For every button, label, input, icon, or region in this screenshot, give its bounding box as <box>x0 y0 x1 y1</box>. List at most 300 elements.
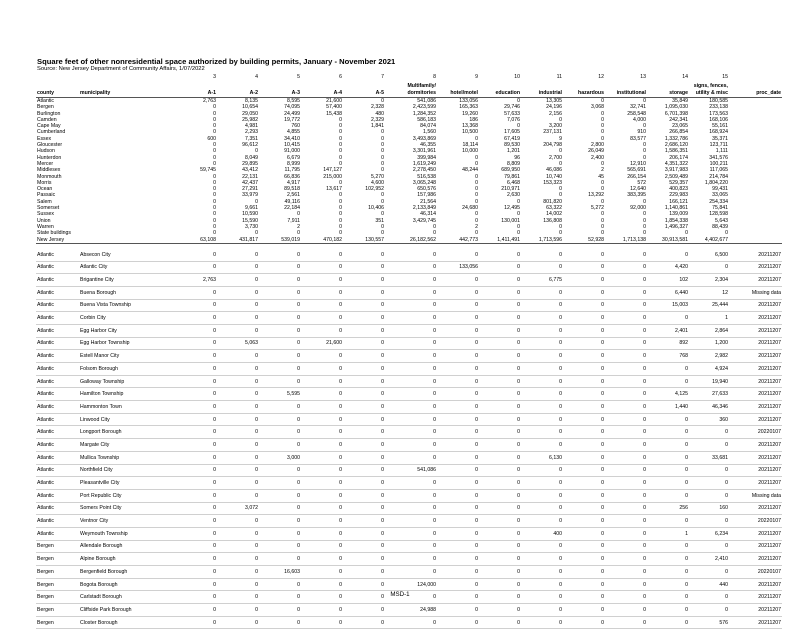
table-cell: 0 <box>475 179 478 186</box>
table-cell: 139,009 <box>669 211 688 218</box>
table-cell: 20211207 <box>729 477 782 490</box>
table-row <box>36 515 782 528</box>
table-cell: Bergen <box>36 604 79 617</box>
table-cell: 0 <box>343 375 385 388</box>
table-cell: 0 <box>259 261 301 274</box>
table-cell: Atlantic <box>37 98 55 104</box>
table-cell: 10 <box>514 74 520 80</box>
table-cell: 0 <box>521 426 563 439</box>
table-cell: 399,984 <box>417 154 436 161</box>
table-cell: 0 <box>339 205 342 212</box>
table-cell: Atlantic <box>36 426 79 439</box>
table-row <box>36 553 782 566</box>
table-cell: 0 <box>479 274 521 287</box>
table-cell: 2,700 <box>549 154 562 161</box>
table-cell: 0 <box>479 604 521 617</box>
table-cell: 1 <box>647 527 689 540</box>
table-cell: 20211207 <box>729 527 782 540</box>
table-cell: 0 <box>217 439 259 452</box>
table-row <box>36 578 782 591</box>
table-cell: 0 <box>213 230 216 237</box>
table-cell: 360 <box>689 413 729 426</box>
table-cell: 5,063 <box>217 337 259 350</box>
table-cell: 2,278,450 <box>412 167 436 174</box>
table-cell: 0 <box>437 249 479 261</box>
table-cell: 20211207 <box>729 350 782 363</box>
table-cell: 46,355 <box>420 142 436 149</box>
table-cell: 3,072 <box>217 502 259 515</box>
table-cell: Galloway Township <box>79 375 179 388</box>
table-row <box>36 274 782 287</box>
table-cell: 0 <box>521 363 563 376</box>
table-cell: 15,438 <box>326 110 342 117</box>
table-cell: 400 <box>521 527 563 540</box>
table-cell: 96 <box>514 154 520 161</box>
table-cell: 4,125 <box>647 388 689 401</box>
table-cell: 0 <box>601 160 604 167</box>
table-cell: 0 <box>301 363 343 376</box>
table-cell: institutional <box>605 89 647 98</box>
table-cell: 0 <box>605 350 647 363</box>
table-cell: 0 <box>217 566 259 579</box>
table-cell: 0 <box>339 211 342 218</box>
table-cell: 0 <box>343 451 385 464</box>
table-cell: Atlantic <box>36 489 79 502</box>
table-cell: 0 <box>521 553 563 566</box>
table-cell: 0 <box>563 286 605 299</box>
table-cell: 22,131 <box>242 173 258 180</box>
table-cell: 0 <box>689 261 729 274</box>
table-cell: 25,444 <box>689 299 729 312</box>
table-cell: 0 <box>343 502 385 515</box>
table-cell: 7,911 <box>287 217 300 224</box>
table-cell: 0 <box>179 375 217 388</box>
table-cell: 10,406 <box>368 205 384 212</box>
report-title: Square feet of other nonresidential space authorized by building permits, January - November 2021 <box>37 57 396 66</box>
table-cell: 1,332,786 <box>664 135 688 142</box>
table-cell: 0 <box>179 566 217 579</box>
table-cell: 0 <box>343 350 385 363</box>
table-cell: 1,713,596 <box>521 237 563 244</box>
table-cell: 0 <box>385 515 437 528</box>
table-cell: Hudson <box>37 148 55 155</box>
table-cell: 0 <box>521 489 563 502</box>
table-cell: 0 <box>385 477 437 490</box>
table-cell: 0 <box>343 363 385 376</box>
table-cell: 0 <box>385 261 437 274</box>
table-cell: 20211207 <box>729 578 782 591</box>
table-cell: 9 <box>475 74 478 80</box>
table-cell: 0 <box>559 148 562 155</box>
table-cell: 0 <box>339 154 342 161</box>
table-cell: 0 <box>479 515 521 528</box>
table-cell: 0 <box>479 566 521 579</box>
table-cell: 20211207 <box>729 249 782 261</box>
table-cell: 20211207 <box>729 604 782 617</box>
table-cell: 0 <box>381 198 384 205</box>
table-cell: 0 <box>605 515 647 528</box>
table-cell: 2 <box>297 223 300 230</box>
table-cell: 0 <box>563 489 605 502</box>
table-cell: 0 <box>385 286 437 299</box>
table-cell: 96,612 <box>242 142 258 149</box>
table-cell: Cumberland <box>37 129 66 136</box>
table-cell: Hunterdon <box>37 154 62 161</box>
table-cell: 0 <box>381 142 384 149</box>
table-cell: 0 <box>343 578 385 591</box>
table-cell: Monmouth <box>37 173 62 180</box>
table-cell: 10,740 <box>546 173 562 180</box>
table-row <box>36 363 782 376</box>
table-cell: hotel/motel <box>437 89 479 98</box>
table-cell: Bergen <box>36 591 79 604</box>
table-cell: utility & misc <box>689 89 729 98</box>
table-cell: 0 <box>647 604 689 617</box>
table-cell: 0 <box>217 426 259 439</box>
table-cell: 0 <box>259 337 301 350</box>
table-cell: 4,600 <box>371 179 384 186</box>
table-cell: 0 <box>343 286 385 299</box>
table-cell: 204,798 <box>543 142 562 149</box>
table-cell: Ventnor City <box>79 515 179 528</box>
table-cell: 0 <box>179 439 217 452</box>
table-cell: 0 <box>381 167 384 174</box>
table-cell: 0 <box>605 578 647 591</box>
table-cell: 0 <box>179 413 217 426</box>
table-cell: 0 <box>259 489 301 502</box>
table-cell: signs, fences, <box>693 83 728 89</box>
table-cell: 0 <box>381 129 384 136</box>
table-cell: 12 <box>598 74 604 80</box>
table-cell: 10,000 <box>462 148 478 155</box>
table-cell: 0 <box>479 578 521 591</box>
table-cell: 0 <box>343 274 385 287</box>
table-cell: 0 <box>647 451 689 464</box>
table-cell: 0 <box>479 616 521 629</box>
table-cell <box>259 81 301 89</box>
table-cell: 258,548 <box>627 110 646 117</box>
table-cell: Buena Borough <box>79 286 179 299</box>
table-cell: 22,184 <box>284 205 300 212</box>
table-cell: 1,804,220 <box>704 179 728 186</box>
table-cell: 123,711 <box>709 142 728 149</box>
table-cell: 0 <box>213 154 216 161</box>
table-cell: 0 <box>343 553 385 566</box>
table-cell: Atlantic <box>36 451 79 464</box>
table-cell: 0 <box>437 274 479 287</box>
table-cell: 67,419 <box>504 135 520 142</box>
table-cell: 0 <box>521 261 563 274</box>
table-cell: 0 <box>381 98 384 104</box>
table-cell: 0 <box>479 489 521 502</box>
table-cell: 1,841 <box>371 123 384 130</box>
table-cell: 0 <box>433 230 436 237</box>
table-cell: Atlantic <box>36 477 79 490</box>
table-cell: 0 <box>213 205 216 212</box>
table-cell: A-4 <box>301 89 343 98</box>
table-cell: 0 <box>479 363 521 376</box>
table-cell <box>343 81 385 89</box>
table-cell: 516,538 <box>417 173 436 180</box>
table-cell: 100,211 <box>709 160 728 167</box>
table-cell: 0 <box>343 616 385 629</box>
table-cell: 2,763 <box>203 98 216 104</box>
table-cell: 15 <box>722 74 728 80</box>
table-cell: 0 <box>255 148 258 155</box>
table-cell: 0 <box>689 515 729 528</box>
table-cell: 0 <box>521 337 563 350</box>
table-cell: 130,001 <box>501 217 520 224</box>
table-cell: 3,301,961 <box>412 148 436 155</box>
table-cell: 0 <box>521 540 563 553</box>
table-cell: 34,410 <box>284 135 300 142</box>
table-cell: 0 <box>605 426 647 439</box>
table-cell: Egg Harbor City <box>79 324 179 337</box>
table-cell: 0 <box>255 198 258 205</box>
table-cell: Cape May <box>37 123 61 130</box>
table-cell: 0 <box>301 401 343 414</box>
table-cell: 0 <box>521 566 563 579</box>
table-cell: Allendale Borough <box>79 540 179 553</box>
table-cell: 6,468 <box>507 179 520 186</box>
table-cell: 20211207 <box>729 324 782 337</box>
table-cell: 12,910 <box>630 160 646 167</box>
table-cell: 0 <box>385 527 437 540</box>
table-cell: 27,633 <box>689 388 729 401</box>
table-cell: 0 <box>259 439 301 452</box>
table-cell: 1,201 <box>507 148 520 155</box>
table-cell: 0 <box>259 312 301 325</box>
table-cell: 6,500 <box>689 249 729 261</box>
table-cell: 0 <box>563 515 605 528</box>
table-cell: 0 <box>479 413 521 426</box>
table-cell: 8,135 <box>245 98 258 104</box>
table-cell: 84,074 <box>420 123 436 130</box>
table-cell: 2,509,489 <box>664 173 688 180</box>
table-cell: 266,154 <box>627 173 646 180</box>
table-cell: 33,979 <box>242 192 258 199</box>
table-cell: 0 <box>563 540 605 553</box>
table-cell: 0 <box>217 324 259 337</box>
table-cell: 0 <box>563 451 605 464</box>
table-cell: 0 <box>521 324 563 337</box>
table-cell: Atlantic <box>36 299 79 312</box>
table-cell <box>729 81 782 89</box>
table-cell: 0 <box>433 223 436 230</box>
table-cell: 0 <box>385 388 437 401</box>
table-cell: 0 <box>605 540 647 553</box>
table-cell: 0 <box>259 604 301 617</box>
table-cell: 0 <box>605 312 647 325</box>
table-cell: 6,679 <box>287 154 300 161</box>
table-cell: Atlantic <box>36 515 79 528</box>
table-cell: 0 <box>559 230 562 237</box>
table-cell: 0 <box>563 324 605 337</box>
table-cell: Passaic <box>37 192 56 199</box>
table-cell: 229,983 <box>669 192 688 199</box>
table-cell: Mercer <box>37 160 54 167</box>
table-cell: 0 <box>179 363 217 376</box>
table-cell: 0 <box>475 192 478 199</box>
table-cell <box>79 81 179 89</box>
table-cell: 0 <box>601 116 604 123</box>
table-cell: 9,661 <box>245 205 258 212</box>
table-cell: 214,784 <box>709 173 728 180</box>
table-cell: 24,196 <box>546 104 562 111</box>
table-cell: 2,304 <box>689 274 729 287</box>
table-cell: 0 <box>381 211 384 218</box>
table-cell: 242,341 <box>669 116 688 123</box>
table-cell: 0 <box>521 439 563 452</box>
table-cell: 0 <box>601 110 604 117</box>
table-cell: 1,411,491 <box>479 237 521 244</box>
table-cell: 0 <box>339 179 342 186</box>
table-cell: 7,076 <box>507 116 520 123</box>
table-cell: Atlantic <box>36 261 79 274</box>
table-cell: 0 <box>643 123 646 130</box>
table-cell: 0 <box>179 591 217 604</box>
table-cell: 32,741 <box>630 104 646 111</box>
table-cell: 0 <box>385 502 437 515</box>
table-cell <box>179 81 217 89</box>
table-cell: 0 <box>179 502 217 515</box>
table-cell: 0 <box>437 451 479 464</box>
table-cell: 43,412 <box>242 167 258 174</box>
table-cell: 0 <box>605 388 647 401</box>
table-cell: Closter Borough <box>79 616 179 629</box>
table-cell: 46,346 <box>689 401 729 414</box>
table-cell: 0 <box>521 604 563 617</box>
table-cell: 0 <box>339 230 342 237</box>
table-cell: 541,086 <box>417 98 436 104</box>
table-cell: 0 <box>217 591 259 604</box>
table-cell: Somerset <box>37 205 60 212</box>
table-cell: 20211207 <box>729 616 782 629</box>
table-cell: 0 <box>563 426 605 439</box>
table-cell: 79,861 <box>504 173 520 180</box>
table-cell: 8,049 <box>245 154 258 161</box>
table-cell: 2,400 <box>591 154 604 161</box>
table-cell: 0 <box>521 502 563 515</box>
table-cell: 0 <box>475 198 478 205</box>
table-cell: 0 <box>385 413 437 426</box>
table-cell: 0 <box>437 363 479 376</box>
table-cell: 0 <box>213 186 216 193</box>
table-cell: 0 <box>213 104 216 111</box>
table-cell: 0 <box>385 489 437 502</box>
table-cell: 92,000 <box>630 205 646 212</box>
table-cell: 0 <box>217 274 259 287</box>
table-cell: 0 <box>559 116 562 123</box>
table-cell: 1 <box>689 312 729 325</box>
table-cell: 2,133,849 <box>412 205 436 212</box>
table-cell: 2,763 <box>179 274 217 287</box>
table-cell: 83,577 <box>630 135 646 142</box>
table-cell: 0 <box>521 616 563 629</box>
table-cell: 63,108 <box>179 237 217 244</box>
table-cell: 0 <box>213 223 216 230</box>
table-cell: 0 <box>343 540 385 553</box>
table-cell: 0 <box>601 98 604 104</box>
table-cell: 165,363 <box>459 104 478 111</box>
table-cell: 0 <box>259 375 301 388</box>
table-cell: 206,174 <box>669 154 688 161</box>
table-cell: 4,351,322 <box>664 160 688 167</box>
table-cell <box>563 81 605 89</box>
table-cell: 0 <box>437 337 479 350</box>
table-cell: 0 <box>301 527 343 540</box>
table-cell: 0 <box>521 299 563 312</box>
table-cell: 0 <box>259 578 301 591</box>
table-cell: Brigantine City <box>79 274 179 287</box>
table-cell: Atlantic <box>36 286 79 299</box>
table-cell: 0 <box>563 312 605 325</box>
table-cell: 1,713,138 <box>605 237 647 244</box>
table-cell: 15,590 <box>242 217 258 224</box>
table-cell: 2,293 <box>245 129 258 136</box>
table-cell: 0 <box>217 249 259 261</box>
table-cell: A-1 <box>179 89 217 98</box>
table-cell: 0 <box>559 223 562 230</box>
table-cell: 20220107 <box>729 426 782 439</box>
table-cell: 0 <box>259 464 301 477</box>
table-cell: 0 <box>343 324 385 337</box>
table-cell: 0 <box>259 286 301 299</box>
table-cell: 0 <box>559 192 562 199</box>
table-cell: 0 <box>517 123 520 130</box>
table-cell: 2,329 <box>371 116 384 123</box>
table-cell: 600 <box>207 135 216 142</box>
table-cell: Atlantic <box>36 324 79 337</box>
table-cell: 2 <box>475 223 478 230</box>
table-cell: 0 <box>343 604 385 617</box>
table-cell: 89,518 <box>284 186 300 193</box>
table-cell: 27,291 <box>242 186 258 193</box>
table-row <box>36 540 782 553</box>
table-cell: 48,244 <box>462 167 478 174</box>
table-cell: 0 <box>213 173 216 180</box>
table-cell: 0 <box>339 192 342 199</box>
table-cell: 0 <box>301 261 343 274</box>
table-cell: 6 <box>339 74 342 80</box>
table-cell: 0 <box>179 337 217 350</box>
table-cell: Cliffside Park Borough <box>79 604 179 617</box>
table-cell: 0 <box>179 451 217 464</box>
table-cell: 0 <box>605 299 647 312</box>
table-cell: 0 <box>213 192 216 199</box>
table-cell: 1,440 <box>647 401 689 414</box>
table-cell <box>729 98 782 105</box>
table-row <box>36 388 782 401</box>
table-cell: 20211207 <box>729 261 782 274</box>
table-cell: 237,131 <box>543 129 562 136</box>
table-cell: 0 <box>179 527 217 540</box>
table-row <box>36 337 782 350</box>
table-cell: 0 <box>605 286 647 299</box>
table-cell: 3,429,745 <box>412 217 436 224</box>
table-cell: 0 <box>259 502 301 515</box>
table-cell: 42,437 <box>242 179 258 186</box>
table-cell: proc_date <box>729 89 782 98</box>
table-row <box>36 249 782 261</box>
table-cell: 57,633 <box>504 110 520 117</box>
table-cell: 233,138 <box>709 104 728 111</box>
table-cell: 0 <box>301 553 343 566</box>
header-row <box>36 89 782 98</box>
table-cell: 20211207 <box>729 439 782 452</box>
table-cell: Northfield City <box>79 464 179 477</box>
table-cell: 0 <box>605 337 647 350</box>
